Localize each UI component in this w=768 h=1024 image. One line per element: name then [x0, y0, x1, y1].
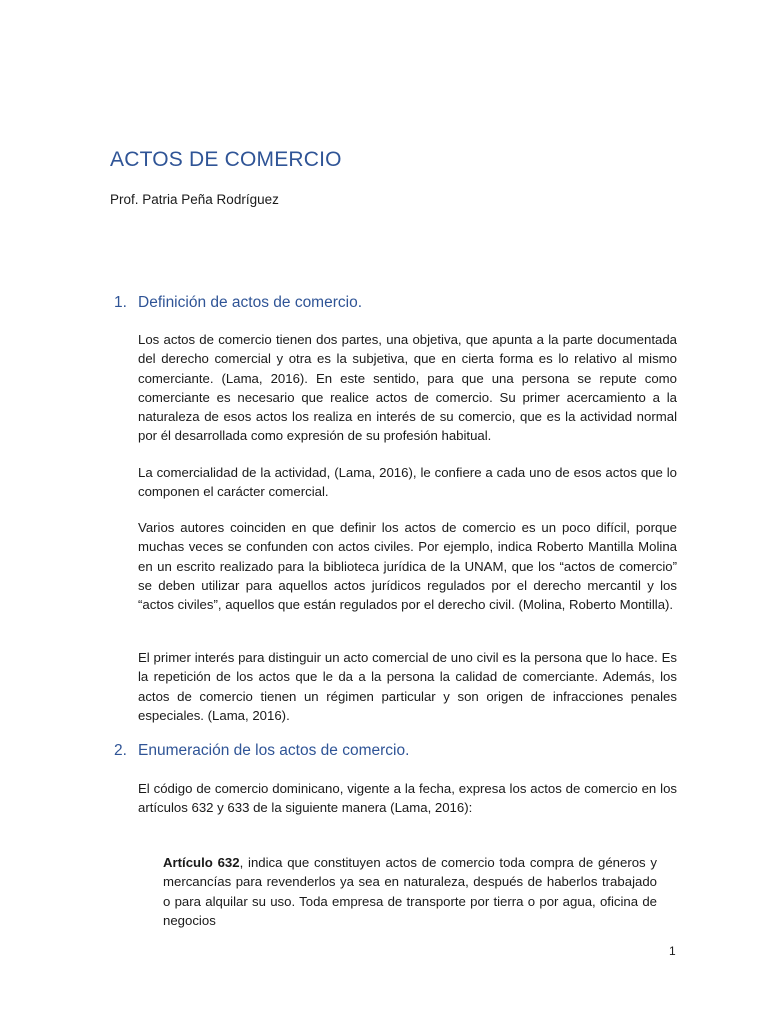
paragraph: Los actos de comercio tienen dos partes, una objetiva, que apunta a la parte documentada del derecho comercial y otra es la subjetiva, que en cierta forma es lo relativo al mismo comerciante. (Lama, 2016). En este sentido, para que una persona se repute como comerciante es necesario que realice actos de comercio. Su primer acercamiento a la naturaleza de esos actos los realiza en interés de su comercio, que es la actividad normal por él desarrollada como expresión de su profesión habitual.: [138, 332, 677, 444]
paragraph: El código de comercio dominicano, vigente a la fecha, expresa los actos de comercio en los artículos 632 y 633 de la siguiente manera (Lama, 2016):: [138, 781, 677, 816]
section-number: 2.: [114, 742, 127, 759]
article-label: Artículo 632: [163, 855, 240, 870]
paragraph: Varios autores coinciden en que definir los actos de comercio es un poco difícil, porque muchas veces se confunden con actos civiles. Por ejemplo, indica Roberto Mantilla Molina en un escrito realizado para la biblioteca jurídica de la UNAM, que los “actos de comercio” se deben utilizar para aquellos actos jurídicos regulados por el derecho mercantil y los “actos civiles”, aquellos que están regulados por el derecho civil. (Molina, Roberto Montilla).: [138, 520, 677, 613]
section-heading-1: [114, 294, 362, 312]
document-title: ACTOS DE COMERCIO: [110, 148, 342, 171]
section-heading-text: Definición de actos de comercio.: [138, 294, 363, 311]
article-text: , indica que constituyen actos de comercio toda compra de géneros y mercancías para revenderlos ya sea en naturaleza, después de haberlos trabajado o para alquilar su uso. Toda empresa de transporte por tierra o por agua, oficina de negocios: [163, 855, 657, 928]
section-number: 1.: [114, 294, 127, 311]
page-number: 1: [669, 944, 676, 958]
article-quote: [163, 853, 657, 930]
paragraph: El primer interés para distinguir un acto comercial de uno civil es la persona que lo hace. Es la repetición de los actos que le da a la persona la calidad de comerciante. Además, los actos de comercio tienen un régimen particular y son origen de infracciones penales especiales. (Lama, 2016).: [138, 650, 677, 723]
section-heading-text: Enumeración de los actos de comercio.: [138, 742, 410, 759]
document-author: Prof. Patria Peña Rodríguez: [110, 192, 279, 207]
section-heading-2: [114, 742, 409, 760]
paragraph: La comercialidad de la actividad, (Lama, 2016), le confiere a cada uno de esos actos que lo componen el carácter comercial.: [138, 465, 677, 500]
